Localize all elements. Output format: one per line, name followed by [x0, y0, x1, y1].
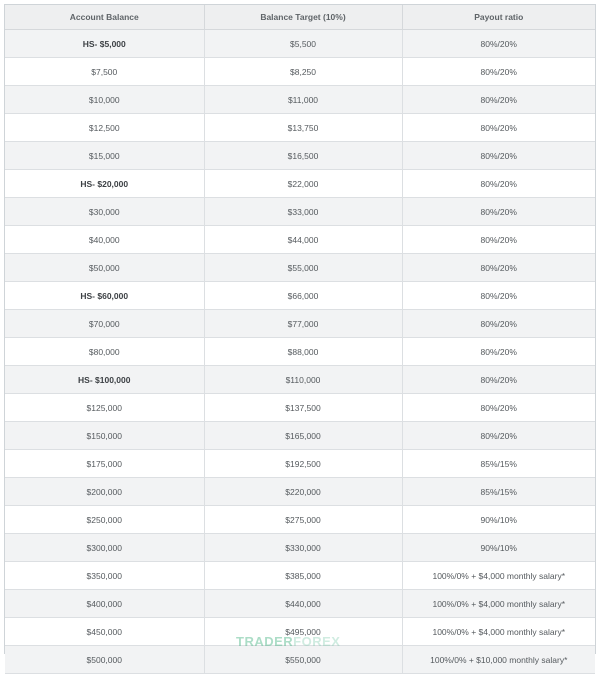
cell-account-balance: $200,000	[5, 478, 204, 506]
cell-balance-target: $385,000	[204, 562, 402, 590]
cell-balance-target: $110,000	[204, 366, 402, 394]
table-row	[5, 86, 595, 114]
cell-balance-target: $77,000	[204, 310, 402, 338]
cell-payout-ratio: 80%/20%	[402, 394, 595, 422]
table-row	[5, 366, 595, 394]
header-balance-target: Balance Target (10%)	[204, 5, 402, 30]
table-row	[5, 30, 595, 58]
table-row	[5, 338, 595, 366]
cell-account-balance: HS- $60,000	[5, 282, 204, 310]
cell-payout-ratio: 80%/20%	[402, 254, 595, 282]
cell-account-balance: $80,000	[5, 338, 204, 366]
cell-balance-target: $11,000	[204, 86, 402, 114]
table-row	[5, 590, 595, 618]
payout-table	[5, 5, 595, 674]
cell-balance-target: $192,500	[204, 450, 402, 478]
table-row	[5, 142, 595, 170]
table-row	[5, 646, 595, 674]
cell-account-balance: $12,500	[5, 114, 204, 142]
cell-balance-target: $13,750	[204, 114, 402, 142]
cell-balance-target: $137,500	[204, 394, 402, 422]
cell-balance-target: $88,000	[204, 338, 402, 366]
cell-balance-target: $44,000	[204, 226, 402, 254]
cell-payout-ratio: 100%/0% + $4,000 monthly salary*	[402, 618, 595, 646]
cell-account-balance: $350,000	[5, 562, 204, 590]
cell-payout-ratio: 80%/20%	[402, 422, 595, 450]
cell-account-balance: $7,500	[5, 58, 204, 86]
cell-account-balance: $450,000	[5, 618, 204, 646]
cell-balance-target: $275,000	[204, 506, 402, 534]
cell-account-balance: $500,000	[5, 646, 204, 674]
cell-balance-target: $495,000	[204, 618, 402, 646]
cell-balance-target: $55,000	[204, 254, 402, 282]
cell-payout-ratio: 100%/0% + $10,000 monthly salary*	[402, 646, 595, 674]
cell-payout-ratio: 80%/20%	[402, 226, 595, 254]
table-row	[5, 422, 595, 450]
cell-account-balance: $125,000	[5, 394, 204, 422]
cell-account-balance: $10,000	[5, 86, 204, 114]
cell-payout-ratio: 90%/10%	[402, 506, 595, 534]
cell-balance-target: $330,000	[204, 534, 402, 562]
cell-payout-ratio: 80%/20%	[402, 366, 595, 394]
table-row	[5, 506, 595, 534]
cell-account-balance: $150,000	[5, 422, 204, 450]
cell-account-balance: $15,000	[5, 142, 204, 170]
table-row	[5, 310, 595, 338]
cell-payout-ratio: 100%/0% + $4,000 monthly salary*	[402, 590, 595, 618]
cell-balance-target: $5,500	[204, 30, 402, 58]
traderforex-watermark	[236, 634, 340, 649]
table-row	[5, 450, 595, 478]
cell-account-balance: $40,000	[5, 226, 204, 254]
cell-balance-target: $66,000	[204, 282, 402, 310]
cell-balance-target: $550,000	[204, 646, 402, 674]
cell-payout-ratio: 80%/20%	[402, 310, 595, 338]
cell-payout-ratio: 80%/20%	[402, 282, 595, 310]
cell-account-balance: $70,000	[5, 310, 204, 338]
table-row	[5, 198, 595, 226]
cell-balance-target: $16,500	[204, 142, 402, 170]
header-account-balance: Account Balance	[5, 5, 204, 30]
table-header-row	[5, 5, 595, 30]
cell-account-balance: HS- $5,000	[5, 30, 204, 58]
cell-payout-ratio: 80%/20%	[402, 142, 595, 170]
table-row	[5, 282, 595, 310]
cell-balance-target: $220,000	[204, 478, 402, 506]
cell-payout-ratio: 100%/0% + $4,000 monthly salary*	[402, 562, 595, 590]
cell-balance-target: $33,000	[204, 198, 402, 226]
cell-payout-ratio: 80%/20%	[402, 30, 595, 58]
cell-payout-ratio: 80%/20%	[402, 198, 595, 226]
table-row	[5, 534, 595, 562]
cell-balance-target: $165,000	[204, 422, 402, 450]
payout-table-frame	[4, 4, 596, 665]
table-row	[5, 254, 595, 282]
table-row	[5, 170, 595, 198]
table-body	[5, 30, 595, 674]
table-row	[5, 562, 595, 590]
table-row	[5, 478, 595, 506]
cell-account-balance: $300,000	[5, 534, 204, 562]
cell-payout-ratio: 80%/20%	[402, 86, 595, 114]
cell-account-balance: $175,000	[5, 450, 204, 478]
cell-payout-ratio: 85%/15%	[402, 478, 595, 506]
header-payout-ratio: Payout ratio	[402, 5, 595, 30]
cell-balance-target: $440,000	[204, 590, 402, 618]
cell-account-balance: $30,000	[5, 198, 204, 226]
cell-payout-ratio: 90%/10%	[402, 534, 595, 562]
cell-payout-ratio: 80%/20%	[402, 170, 595, 198]
cell-account-balance: $400,000	[5, 590, 204, 618]
cell-balance-target: $22,000	[204, 170, 402, 198]
table-row	[5, 114, 595, 142]
cell-payout-ratio: 80%/20%	[402, 58, 595, 86]
cell-account-balance: HS- $20,000	[5, 170, 204, 198]
table-row	[5, 58, 595, 86]
cell-payout-ratio: 80%/20%	[402, 114, 595, 142]
cell-account-balance: $250,000	[5, 506, 204, 534]
watermark-part2: FOREX	[293, 634, 341, 649]
table-row	[5, 394, 595, 422]
table-row	[5, 226, 595, 254]
cell-payout-ratio: 85%/15%	[402, 450, 595, 478]
cell-account-balance: HS- $100,000	[5, 366, 204, 394]
cell-payout-ratio: 80%/20%	[402, 338, 595, 366]
cell-balance-target: $8,250	[204, 58, 402, 86]
watermark-part1: TRADER	[236, 634, 294, 649]
cell-account-balance: $50,000	[5, 254, 204, 282]
